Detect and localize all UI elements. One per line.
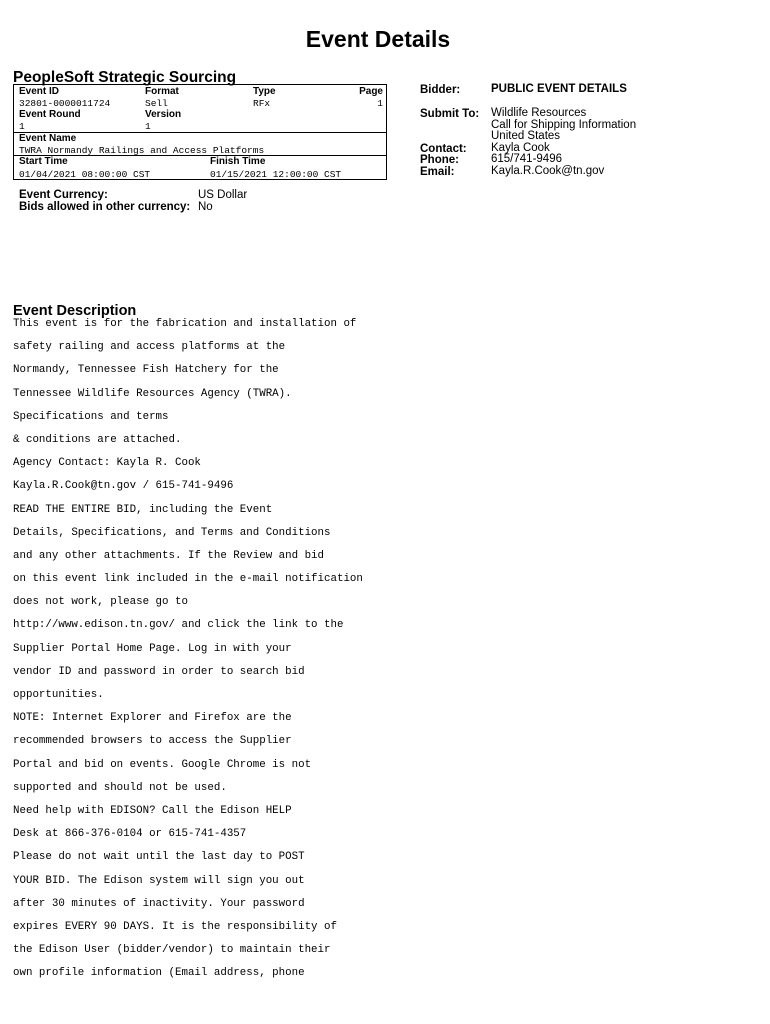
email-value: Kayla.R.Cook@tn.gov [491,165,605,177]
phone-label: Phone: [420,154,459,166]
description-line: Normandy, Tennessee Fish Hatchery for the [13,364,279,377]
description-line: safety railing and access platforms at the [13,341,286,354]
version-value: 1 [145,121,151,132]
other-currency-value: No [198,201,213,213]
description-line: supported and should not be used. [13,781,227,794]
other-currency-label: Bids allowed in other currency: [19,201,191,213]
description-line: the Edison User (bidder/vendor) to maintain their [13,944,331,957]
description-line: does not work, please go to [13,596,188,609]
event-id-value: 32801-0000011724 [19,98,111,109]
description-line: Portal and bid on events. Google Chrome is not [13,758,312,771]
description-line: & conditions are attached. [13,433,182,446]
box-divider [14,155,386,156]
page-label: Page [359,86,383,97]
event-round-label: Event Round [19,109,81,120]
description-line: recommended browsers to access the Supplier [13,735,292,748]
event-currency-value: US Dollar [198,189,248,201]
org-name: PeopleSoft Strategic Sourcing [13,69,237,86]
page-value: 1 [377,98,383,109]
phone-value: 615/741-9496 [491,153,562,165]
contact-label: Contact: [420,143,467,155]
submit-to-line: Call for Shipping Information [491,119,637,131]
start-time-value: 01/04/2021 08:00:00 CST [19,169,151,180]
description-line: Kayla.R.Cook@tn.gov / 615-741-9496 [13,480,234,493]
description-line: expires EVERY 90 DAYS. It is the responsibility of [13,920,337,933]
event-name-value: TWRA Normandy Railings and Access Platforms [19,145,265,156]
description-line: Need help with EDISON? Call the Edison HELP [13,804,292,817]
description-line: Supplier Portal Home Page. Log in with your [13,642,292,655]
start-time-label: Start Time [19,156,68,167]
description-line: after 30 minutes of inactivity. Your password [13,897,305,910]
format-value: Sell [145,98,168,109]
submit-to-label: Submit To: [420,108,480,120]
email-label: Email: [420,166,455,178]
description-line: Desk at 866-376-0104 or 615-741-4357 [13,828,247,841]
description-line: and any other attachments. If the Review and bid [13,549,325,562]
version-label: Version [145,109,182,120]
event-name-label: Event Name [19,133,77,144]
description-line: opportunities. [13,689,104,701]
description-line: Specifications and terms [13,410,169,423]
description-line: vendor ID and password in order to search bid [13,665,305,678]
description-line: YOUR BID. The Edison system will sign you out [13,874,305,887]
type-label: Type [253,86,276,97]
bidder-value: PUBLIC EVENT DETAILS [491,83,627,95]
description-line: on this event link included in the e-mail notification [13,573,363,586]
description-line: READ THE ENTIRE BID, including the Event [13,503,273,516]
submit-to-line: United States [491,130,561,142]
submit-to-line: Wildlife Resources [491,107,587,119]
event-description-body [13,317,363,989]
description-line: NOTE: Internet Explorer and Firefox are the [13,712,292,725]
finish-time-value: 01/15/2021 12:00:00 CST [210,169,342,180]
format-label: Format [145,86,179,97]
event-description-heading: Event Description [13,303,137,319]
contact-value: Kayla Cook [491,142,550,154]
description-line: Agency Contact: Kayla R. Cook [13,457,201,470]
description-line: http://www.edison.tn.gov/ and click the link to the [13,619,344,632]
description-line: This event is for the fabrication and installation of [13,318,357,330]
event-currency-label: Event Currency: [19,189,108,201]
page-title: Event Details [305,26,451,52]
description-line: own profile information (Email address, phone [13,967,305,980]
event-info-box [13,84,387,180]
finish-time-label: Finish Time [210,156,266,167]
description-line: Please do not wait until the last day to POST [13,851,305,864]
bidder-label: Bidder: [420,84,461,96]
description-line: Tennessee Wildlife Resources Agency (TWRA). [13,387,292,400]
event-round-value: 1 [19,121,25,132]
type-value: RFx [253,98,271,109]
event-id-label: Event ID [19,86,60,97]
description-line: Details, Specifications, and Terms and Conditions [13,526,331,539]
